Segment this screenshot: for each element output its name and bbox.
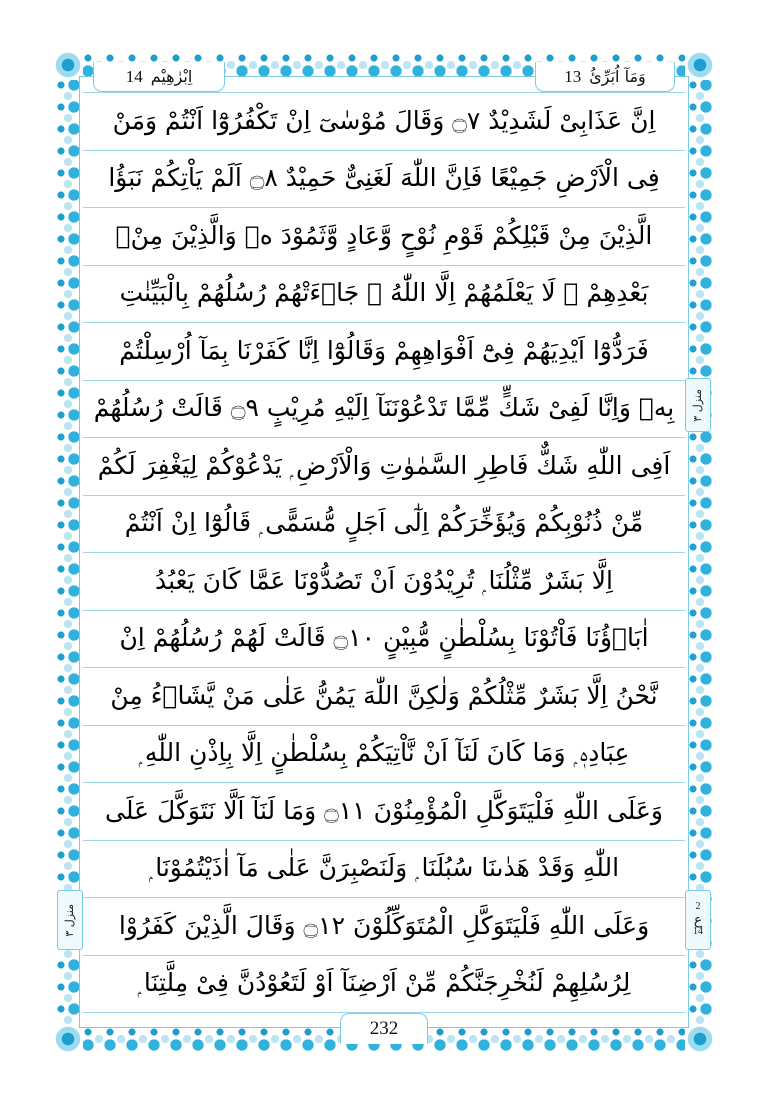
- ayah-line-text: وَعَلَى اللّٰهِ فَلْيَتَوَكَّلِ الْمُؤْمِنُوْنَ ۝١١ وَمَا لَنَآ اَلَّا نَتَوَكَّلَ عَلَى: [105, 795, 663, 825]
- surah-number-label: 14: [125, 67, 143, 86]
- juz-name-label: وَمَآ اُبَرِّئُ: [589, 66, 646, 86]
- ayah-line: [83, 93, 685, 151]
- surah-name-label: اِبْرٰهِيْم: [150, 66, 193, 86]
- ayah-line: [83, 726, 685, 784]
- manzil-marker-right: [685, 378, 711, 432]
- quran-text-block: [83, 92, 685, 1012]
- ayah-line: [83, 496, 685, 554]
- ayah-line-text: لِرُسُلِهِمْ لَنُخْرِجَنَّكُمْ مِّنْ اَرْضِنَآ اَوْ لَتَعُوْدُنَّ فِىْ مِلَّتِنَا ۭ: [137, 968, 631, 998]
- ayah-line: [83, 553, 685, 611]
- ayah-line-text: اِلَّا بَشَرٌ مِّثْلُنَا ۭ تُرِيْدُوْنَ اَنْ تَصُدُّوْنَا عَمَّا كَانَ يَعْبُدُ: [155, 565, 613, 595]
- ayah-line: [83, 151, 685, 209]
- ayah-line: [83, 898, 685, 956]
- ayah-line: [83, 323, 685, 381]
- ayah-line: [83, 266, 685, 324]
- corner-rosette-bottom-left: [53, 1024, 83, 1054]
- ayah-line: [83, 668, 685, 726]
- ayah-line: [83, 208, 685, 266]
- ornamental-border: [55, 52, 713, 1052]
- juz-name-cartouche: [535, 62, 675, 92]
- ayah-line-text: الَّذِيْنَ مِنْ قَبْلِكُمْ قَوْمِ نُوْحٍ وَّعَادٍ وَّثَمُوْدَ ەۛ وَالَّذِيْنَ مِنْۢ: [115, 220, 653, 250]
- juz-number-label: 13: [564, 67, 582, 86]
- ayah-line-text: مِّنْ ذُنُوْبِكُمْ وَيُؤَخِّرَكُمْ اِلٰٓى اَجَلٍ مُّسَمًّى ۭ قَالُوْٓا اِنْ اَنْتُمْ: [124, 508, 644, 538]
- ayah-line-text: اِنَّ عَذَابِىْ لَشَدِيْدٌ ۝٧ وَقَالَ مُوْسٰىٓ اِنْ تَكْفُرُوْٓا اَنْتُمْ وَمَنْ: [112, 105, 656, 135]
- ruku-surah-label: 14: [693, 926, 703, 938]
- ruku-count-label: 2: [695, 901, 701, 913]
- manzil-marker-label: منزل ٣: [63, 903, 77, 937]
- ayah-line-text: عِبَادِهٖ ۭ وَمَا كَانَ لَنَآ اَنْ نَّاْتِيَكُمْ بِسُلْطٰنٍ اِلَّا بِاِذْنِ اللّٰهِ ۭ: [138, 738, 630, 768]
- page-number-label: 232: [369, 1018, 399, 1039]
- ayah-line-text: بَعْدِهِمْ ۛ لَا يَعْلَمُهُمْ اِلَّا اللّٰهُ ۚ جَاۤءَتْهُمْ رُسُلُهُمْ بِالْبَيِّنٰتِ: [119, 278, 649, 308]
- manzil-marker-left: [57, 890, 83, 950]
- ayah-line: [83, 956, 685, 1014]
- ayah-line: [83, 783, 685, 841]
- ayah-line-text: بِهٖ وَاِنَّا لَفِىْ شَكٍّ مِّمَّا تَدْعُوْنَنَآ اِلَيْهِ مُرِيْبٍ ۝٩ قَالَتْ رُسُلُهُمْ: [93, 393, 675, 423]
- ayah-line: [83, 611, 685, 669]
- ayah-line-text: اٰبَاۤؤُنَا فَاْتُوْنَا بِسُلْطٰنٍ مُّبِيْنٍ ۝١٠ قَالَتْ لَهُمْ رُسُلُهُمْ اِنْ: [119, 623, 649, 653]
- ayah-line-text: وَعَلَى اللّٰهِ فَلْيَتَوَكَّلِ الْمُتَوَكِّلُوْنَ ۝١٢ وَقَالَ الَّذِيْنَ كَفَرُوْا: [118, 910, 650, 940]
- ayah-line: [83, 381, 685, 439]
- corner-rosette-bottom-right: [685, 1024, 715, 1054]
- corner-rosette-top-right: [685, 50, 715, 80]
- ruku-ain-icon: ع: [693, 911, 703, 928]
- surah-name-cartouche: [93, 62, 225, 92]
- ayah-line: [83, 438, 685, 496]
- page-number: [340, 1013, 428, 1044]
- ayah-line: [83, 841, 685, 899]
- ayah-line-text: نَّحْنُ اِلَّا بَشَرٌ مِّثْلُكُمْ وَلٰكِنَّ اللّٰهَ يَمُنُّ عَلٰى مَنْ يَّشَاۤءُ مِنْ: [110, 680, 658, 710]
- ayah-line-text: فِى الْاَرْضِ جَمِيْعًا فَاِنَّ اللّٰهَ لَغَنِىٌّ حَمِيْدٌ ۝٨ اَلَمْ يَاْتِكُمْ نَبَؤُا: [108, 163, 660, 193]
- ayah-line-text: فَرَدُّوْٓا اَيْدِيَهُمْ فِىْٓ اَفْوَاهِهِمْ وَقَالُوْٓا اِنَّا كَفَرْنَا بِمَآ اُرْسِلْتُمْ: [119, 335, 649, 365]
- ayah-line-text: اللّٰهِ وَقَدْ هَدٰىنَا سُبُلَنَا ۭ وَلَنَصْبِرَنَّ عَلٰى مَآ اٰذَيْتُمُوْنَا ۭ: [148, 853, 620, 883]
- ayah-line-text: اَفِى اللّٰهِ شَكٌّ فَاطِرِ السَّمٰوٰتِ وَالْاَرْضِ ۭ يَدْعُوْكُمْ لِيَغْفِرَ لَكُمْ: [97, 450, 671, 480]
- ruku-marker-right: [685, 890, 711, 950]
- manzil-marker-label: منزل ٣: [691, 388, 705, 422]
